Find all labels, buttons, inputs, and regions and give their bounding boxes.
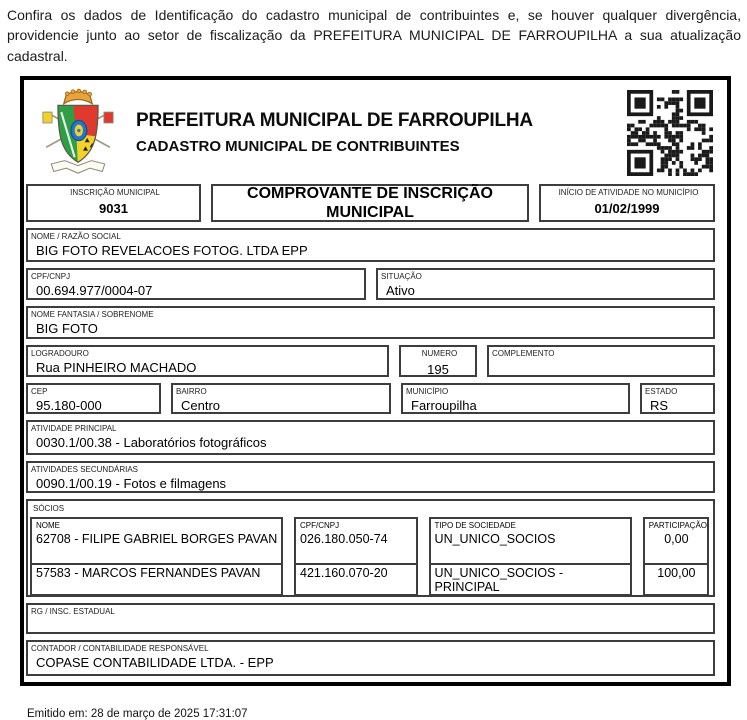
field-label: SITUAÇÃO (381, 271, 422, 281)
field-nome-fantasia (26, 306, 715, 339)
field-value: BIG FOTO REVELACOES FOTOG. LTDA EPP (36, 242, 308, 258)
field-label: ATIVIDADES SECUNDÁRIAS (31, 464, 138, 474)
field-label: INÍCIO DE ATIVIDADE NO MUNICÍPIO (558, 187, 699, 197)
entity-title: PREFEITURA MUNICIPAL DE FARROUPILHA (136, 110, 533, 132)
field-value: Ativo (386, 282, 415, 298)
field-label: COMPLEMENTO (492, 348, 555, 358)
socios-column-tipo (429, 517, 632, 596)
socio-participacao: 100,00 (645, 563, 707, 594)
register-subtitle: CADASTRO MUNICIPAL DE CONTRIBUINTES (136, 138, 460, 156)
emitted-timestamp: Emitido em: 28 de março de 2025 17:31:07 (27, 707, 248, 720)
field-contador (26, 640, 715, 676)
field-label: CONTADOR / CONTABILIDADE RESPONSÁVEL (31, 643, 209, 653)
field-bairro (171, 383, 391, 414)
socio-cpf: 026.180.050-74 (300, 531, 388, 546)
socio-tipo: UN_UNICO_SOCIOS - PRINCIPAL (431, 563, 630, 594)
field-value: 01/02/1999 (594, 200, 660, 216)
field-label: NUMERO (421, 348, 458, 358)
field-value: Centro (181, 397, 221, 413)
field-label: CPF/CNPJ (31, 271, 71, 281)
document-header (24, 80, 727, 182)
field-cep (26, 383, 161, 414)
field-value: Rua PINHEIRO MACHADO (36, 359, 197, 375)
field-inscricao-municipal (26, 184, 201, 222)
column-header: NOME (36, 520, 60, 530)
field-inicio-atividade (539, 184, 715, 222)
field-label: NOME FANTASIA / SOBRENOME (31, 309, 154, 319)
field-label: BAIRRO (176, 386, 207, 396)
header-titles (120, 110, 627, 155)
qr-code-icon (627, 90, 713, 176)
field-rg-insc-estadual (26, 603, 715, 634)
field-label: RG / INSC. ESTADUAL (31, 606, 115, 616)
field-label: ATIVIDADE PRINCIPAL (31, 423, 117, 433)
socios-section (26, 499, 715, 597)
field-cpf-cnpj (26, 268, 366, 300)
certificate-document (20, 76, 731, 686)
field-logradouro (26, 345, 389, 377)
field-razao-social (26, 228, 715, 262)
column-header: PARTICIPAÇÃO (648, 520, 707, 530)
field-label: NOME / RAZÃO SOCIAL (31, 231, 121, 241)
field-value: 00.694.977/0004-07 (36, 282, 153, 298)
field-label: LOGRADOURO (31, 348, 89, 358)
column-header: TIPO DE SOCIEDADE (434, 520, 516, 530)
field-value: 95.180-000 (36, 397, 102, 413)
field-value: 195 (427, 361, 449, 377)
field-value: RS (650, 397, 669, 413)
field-situacao (376, 268, 715, 300)
field-complemento (487, 345, 715, 377)
socio-participacao: 0,00 (664, 531, 689, 546)
field-atividades-secundarias (26, 461, 715, 493)
socios-table (30, 517, 709, 596)
column-header: CPF/CNPJ (300, 520, 340, 530)
field-value: 0030.1/00.38 - Laboratórios fotográficos (36, 434, 267, 450)
field-value: 0090.1/00.19 - Fotos e filmagens (36, 475, 227, 491)
socios-column-nome (30, 517, 283, 596)
field-label: INSCRIÇÃO MUNICIPAL (70, 187, 160, 197)
field-value: Farroupilha (411, 397, 477, 413)
field-value: COPASE CONTABILIDADE LTDA. - EPP (36, 654, 274, 670)
instruction-text: Confira os dados de Identificação do cadastro municipal de contribuintes e, se houver qualquer divergência, providencie junto ao setor de fiscalização da PREFEITURA MUNICIPAL DE FARROUPILHA a sua atualização cadastral. (7, 7, 741, 64)
field-value: 9031 (99, 200, 128, 216)
socios-column-participacao (643, 517, 709, 596)
field-atividade-principal (26, 420, 715, 455)
field-label: MUNICÍPIO (406, 386, 449, 396)
field-estado (640, 383, 715, 414)
fields-area (24, 182, 727, 676)
socio-nome: 62708 - FILIPE GABRIEL BORGES PAVAN (36, 531, 278, 546)
field-municipio (401, 383, 630, 414)
socios-column-cpf (294, 517, 418, 596)
field-label: CEP (31, 386, 48, 396)
socio-nome: 57583 - MARCOS FERNANDES PAVAN (32, 563, 281, 594)
field-numero (399, 345, 477, 377)
document-title: COMPROVANTE DE INSCRIÇÃO MUNICIPAL (211, 184, 529, 222)
socio-tipo: UN_UNICO_SOCIOS (434, 531, 556, 546)
field-value: BIG FOTO (36, 320, 98, 336)
field-label: ESTADO (645, 386, 678, 396)
socios-label: SÓCIOS (33, 503, 65, 513)
municipal-coat-of-arms-icon (36, 87, 120, 179)
socio-cpf: 421.160.070-20 (296, 563, 416, 594)
